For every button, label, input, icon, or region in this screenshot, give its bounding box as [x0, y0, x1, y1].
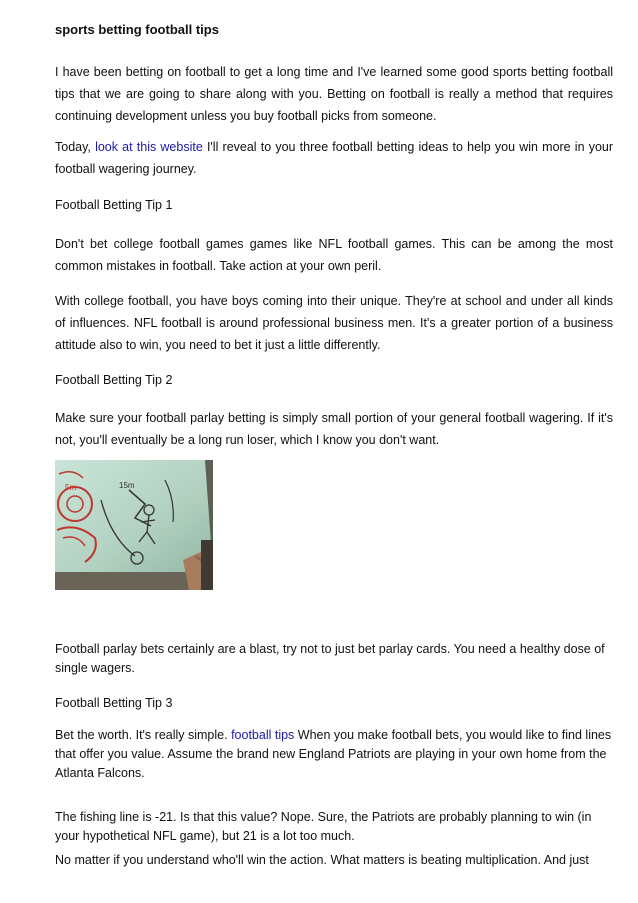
- tip3-heading: Football Betting Tip 3: [55, 696, 173, 710]
- whiteboard-photo: [55, 460, 213, 590]
- figure-label-5m: 5m: [65, 483, 77, 492]
- whiteboard-illustration: [55, 460, 213, 590]
- tip1-paragraph-2: With college football, you have boys coming into their unique. They're at school and under all kinds of influences. NFL football is around professional business men. It's a greater portion of a business attitude also to win, you need to bet it just a little differently.: [55, 294, 613, 352]
- tip1-paragraph-1: Don't bet college football games games like NFL football games. This can be among the most common mistakes in football. Take action at your own peril.: [55, 237, 613, 273]
- tip2-heading: Football Betting Tip 2: [55, 373, 173, 387]
- figure-label-15m: 15m: [119, 481, 135, 490]
- fishing-line-paragraph: The fishing line is -21. Is that this value? Nope. Sure, the Patriots are probably planning to win (in your hypothetical NFL game), but 21 is a lot too much.: [55, 810, 592, 843]
- website-link[interactable]: look at this website: [95, 140, 203, 154]
- tip2-paragraph-1: Make sure your football parlay betting is simply small portion of your general football wagering. If it's not, you'll eventually be a long run loser, which I know you don't want.: [55, 411, 613, 447]
- tip3-paragraph-1: [55, 726, 613, 783]
- today-text-before: Today,: [55, 140, 96, 154]
- intro-paragraph: I have been betting on football to get a long time and I've learned some good sports betting football tips that we are going to share along with you. Betting on football is really a method that requires continuing development unless you buy football picks from someone.: [55, 65, 613, 123]
- final-paragraph: No matter if you understand who'll win the action. What matters is beating multiplication. And just: [55, 853, 589, 867]
- tip3-text-after: When you make football bets, you would like to find lines that offer you value. Assume the brand new England Patriots are playing in your own home from the Atlanta Falcons.: [55, 728, 612, 780]
- tip1-heading: Football Betting Tip 1: [55, 198, 173, 212]
- today-text-after: I'll reveal to you three football betting ideas to help you win more in your football wagering journey.: [55, 140, 614, 176]
- parlay-paragraph: Football parlay bets certainly are a blast, try not to just bet parlay cards. You need a healthy dose of single wagers.: [55, 642, 605, 675]
- football-tips-link[interactable]: football tips: [231, 728, 295, 742]
- tip3-text-before: Bet the worth. It's really simple.: [55, 728, 232, 742]
- page-title: sports betting football tips: [55, 22, 219, 37]
- today-paragraph: [55, 136, 613, 180]
